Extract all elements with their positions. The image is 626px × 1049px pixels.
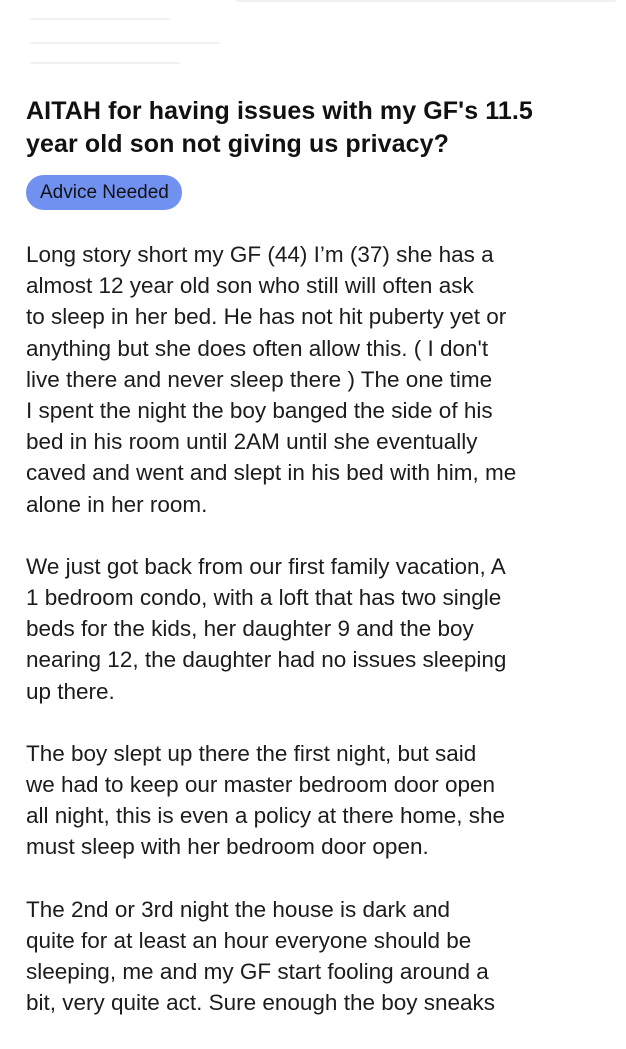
text-line: up there. (26, 678, 115, 704)
text-line: alone in her room. (26, 491, 208, 517)
post (26, 95, 606, 1049)
text-line: bed in his room until 2AM until she eventually (26, 429, 478, 455)
top-header-fade (0, 0, 626, 80)
text-line: The 2nd or 3rd night the house is dark and (26, 896, 451, 922)
post-paragraph (26, 738, 606, 863)
post-paragraph (26, 551, 606, 707)
text-line: caved and went and slept in his bed with him, me (26, 460, 517, 486)
text-line: we had to keep our master bedroom door open (26, 772, 496, 798)
text-line: almost 12 year old son who still will often ask (26, 273, 474, 299)
post-body (26, 239, 606, 1018)
text-line: all night, this is even a policy at there home, she (26, 803, 506, 829)
faded-header-line (236, 0, 616, 2)
post-title-line: year old son not giving us privacy? (26, 130, 450, 158)
text-line: quite for at least an hour everyone should be (26, 927, 472, 953)
faded-header-line (30, 62, 180, 64)
post-paragraph (26, 894, 606, 1019)
post-paragraph (26, 239, 606, 520)
post-title-line: AITAH for having issues with my GF's 11.5 (26, 97, 533, 125)
post-title[interactable] (26, 95, 606, 161)
text-line: must sleep with her bedroom door open. (26, 834, 429, 860)
text-line: sleeping, me and my GF start fooling around a (26, 959, 489, 985)
faded-header-line (30, 18, 170, 20)
text-line: I spent the night the boy banged the side of his (26, 398, 493, 424)
text-line: live there and never sleep there ) The one time (26, 366, 493, 392)
text-line: anything but she does often allow this. ( I don't (26, 335, 489, 361)
text-line: bit, very quite act. Sure enough the boy sneaks (26, 990, 496, 1016)
text-line: Long story short my GF (44) I’m (37) she has a (26, 242, 494, 267)
text-line: beds for the kids, her daughter 9 and the boy (26, 616, 474, 642)
text-line: nearing 12, the daughter had no issues sleeping (26, 647, 507, 673)
text-line: to sleep in her bed. He has not hit puberty yet or (26, 304, 507, 330)
text-line: The boy slept up there the first night, but said (26, 740, 477, 766)
text-line: 1 bedroom condo, with a loft that has two single (26, 585, 502, 611)
flair-badge[interactable]: Advice Needed (26, 175, 182, 210)
text-line: We just got back from our first family vacation, A (26, 553, 506, 579)
faded-header-line (30, 42, 220, 44)
